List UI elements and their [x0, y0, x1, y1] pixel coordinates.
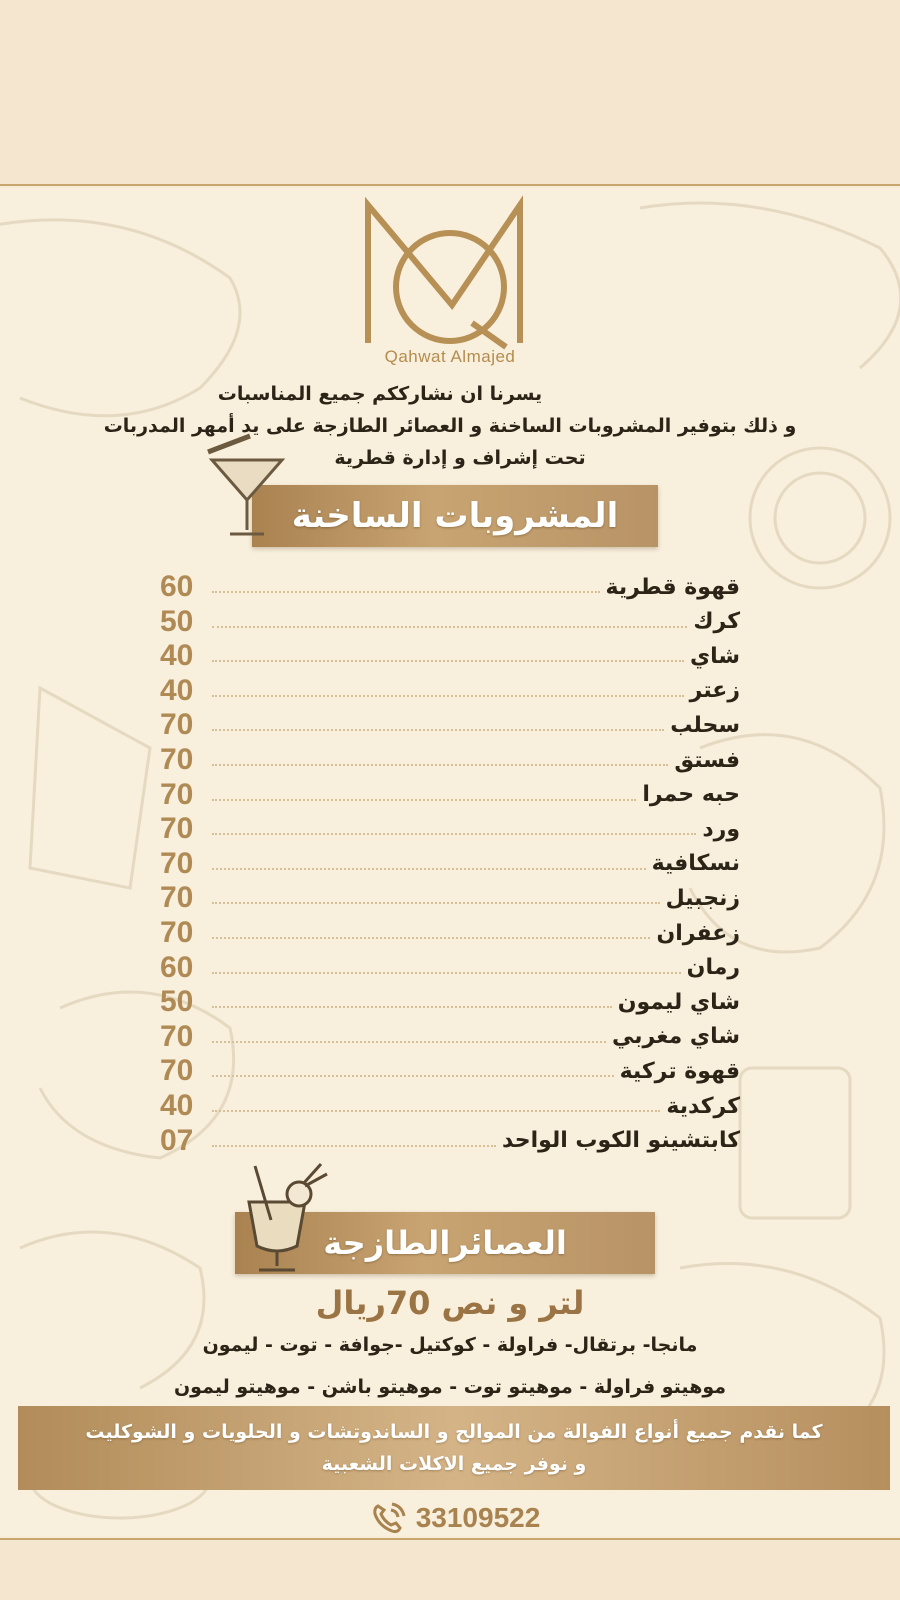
- menu-item-row: [160, 742, 740, 778]
- juices-mojito-line: موهيتو فراولة - موهيتو توت - موهيتو باشن - موهيتو ليمون: [173, 1376, 727, 1398]
- menu-item-name: زعتر: [689, 678, 740, 704]
- menu-item-name: حبه حمرا: [642, 782, 740, 808]
- services-line-1: كما نقدم جميع أنواع الفوالة من الموالح و الساندوتشات و الحلويات و الشوكليت: [85, 1421, 823, 1443]
- menu-item-row: [160, 1123, 740, 1159]
- juices-price: لتر و نص 70ريال: [315, 1284, 585, 1322]
- intro-line-1: يسرنا ان نشارككم جميع المناسبات: [217, 383, 543, 405]
- menu-item-name: شاي: [689, 643, 740, 669]
- menu-item-row: [160, 1088, 740, 1124]
- dotted-leader: [212, 799, 636, 801]
- menu-item-price: 50: [160, 604, 194, 638]
- menu-item-price: 50: [160, 985, 194, 1019]
- hot-drinks-title: المشروبات الساخنة: [291, 496, 619, 536]
- top-band: [0, 0, 900, 186]
- menu-item-row: [160, 984, 740, 1020]
- phone-number[interactable]: 33109522: [415, 1502, 541, 1533]
- menu-item-name: رمان: [686, 955, 740, 981]
- menu-item-price: 70: [160, 916, 194, 949]
- brand-name: Qahwat Almajed: [384, 347, 516, 366]
- dotted-leader: [212, 1110, 660, 1112]
- services-line-2: و نوفر جميع الاكلات الشعبية: [321, 1453, 587, 1475]
- menu-item-name: نسكافية: [651, 851, 740, 877]
- menu-item-row: [160, 915, 740, 951]
- menu-item-price: 70: [160, 1019, 194, 1053]
- menu-item-name: قهوة تركية: [619, 1058, 740, 1084]
- menu-item-price: 70: [160, 777, 194, 811]
- menu-item-price: 70: [160, 708, 194, 742]
- bottom-band: [0, 1538, 900, 1600]
- menu-item-row: [160, 673, 740, 709]
- dotted-leader: [212, 833, 696, 835]
- menu-item-name: زنجبيل: [665, 885, 740, 911]
- dotted-leader: [212, 937, 650, 939]
- menu-item-price: 60: [160, 950, 194, 984]
- menu-item-price: 40: [160, 1089, 194, 1122]
- menu-item-price: 60: [160, 570, 194, 603]
- menu-item-row: [160, 950, 740, 986]
- dotted-leader: [212, 1145, 496, 1147]
- phone-contact[interactable]: [355, 1500, 555, 1536]
- menu-item-price: 70: [160, 743, 194, 776]
- dotted-leader: [212, 972, 681, 974]
- juices-flavors-line: مانجا- برتقال- فراولة - كوكتيل -جوافة - توت - ليمون: [202, 1334, 698, 1356]
- menu-item-row: [160, 604, 740, 640]
- menu-item-price: 70: [160, 881, 194, 915]
- menu-item-name: كرك: [693, 609, 740, 635]
- menu-item-name: كركدية: [666, 1093, 740, 1119]
- intro-line-3: تحت إشراف و إدارة قطرية: [334, 447, 586, 469]
- dotted-leader: [212, 591, 600, 593]
- dotted-leader: [212, 902, 660, 904]
- menu-item-row: [160, 880, 740, 916]
- intro-line-2: و ذلك بتوفير المشروبات الساخنة و العصائر الطازجة على يد أمهر المدربات: [103, 415, 797, 437]
- menu-item-name: كابتشينو الكوب الواحد: [502, 1128, 740, 1154]
- dotted-leader: [212, 729, 664, 731]
- intro-text: [40, 378, 860, 474]
- brand-logo: [360, 195, 540, 355]
- dotted-leader: [212, 1041, 606, 1043]
- juice-glass-icon: [235, 1160, 335, 1280]
- menu-item-name: سحلب: [670, 712, 740, 738]
- martini-glass-icon: [200, 430, 290, 550]
- menu-item-price: 70: [160, 812, 194, 846]
- services-note-box: [18, 1406, 890, 1490]
- menu-item-name: ورد: [702, 816, 740, 842]
- menu-item-price: 40: [160, 673, 194, 707]
- juices-title: العصائرالطازجة: [323, 1224, 567, 1262]
- menu-item-row: [160, 777, 740, 813]
- hot-drinks-banner: [252, 485, 658, 547]
- menu-item-row: [160, 846, 740, 882]
- dotted-leader: [212, 626, 687, 628]
- menu-item-price: 07: [160, 1123, 194, 1157]
- menu-item-price: 70: [160, 1054, 194, 1088]
- dotted-leader: [212, 660, 684, 662]
- menu-item-name: شاي ليمون: [617, 989, 740, 1015]
- menu-item-price: 70: [160, 846, 194, 880]
- menu-item-row: [160, 638, 740, 674]
- menu-item-row: [160, 1019, 740, 1055]
- dotted-leader: [212, 764, 668, 766]
- dotted-leader: [212, 1006, 612, 1008]
- menu-item-name: فستق: [674, 747, 740, 773]
- menu-item-row: [160, 811, 740, 847]
- menu-item-name: شاي مغربي: [612, 1024, 740, 1050]
- menu-item-row: [160, 569, 740, 605]
- dotted-leader: [212, 1075, 614, 1077]
- menu-item-name: قهوة قطرية: [605, 574, 740, 600]
- dotted-leader: [212, 695, 684, 697]
- menu-item-name: زعفران: [656, 920, 740, 946]
- menu-item-row: [160, 1053, 740, 1089]
- menu-item-row: [160, 707, 740, 743]
- dotted-leader: [212, 868, 646, 870]
- phone-icon: [370, 1500, 410, 1536]
- menu-item-price: 40: [160, 639, 194, 673]
